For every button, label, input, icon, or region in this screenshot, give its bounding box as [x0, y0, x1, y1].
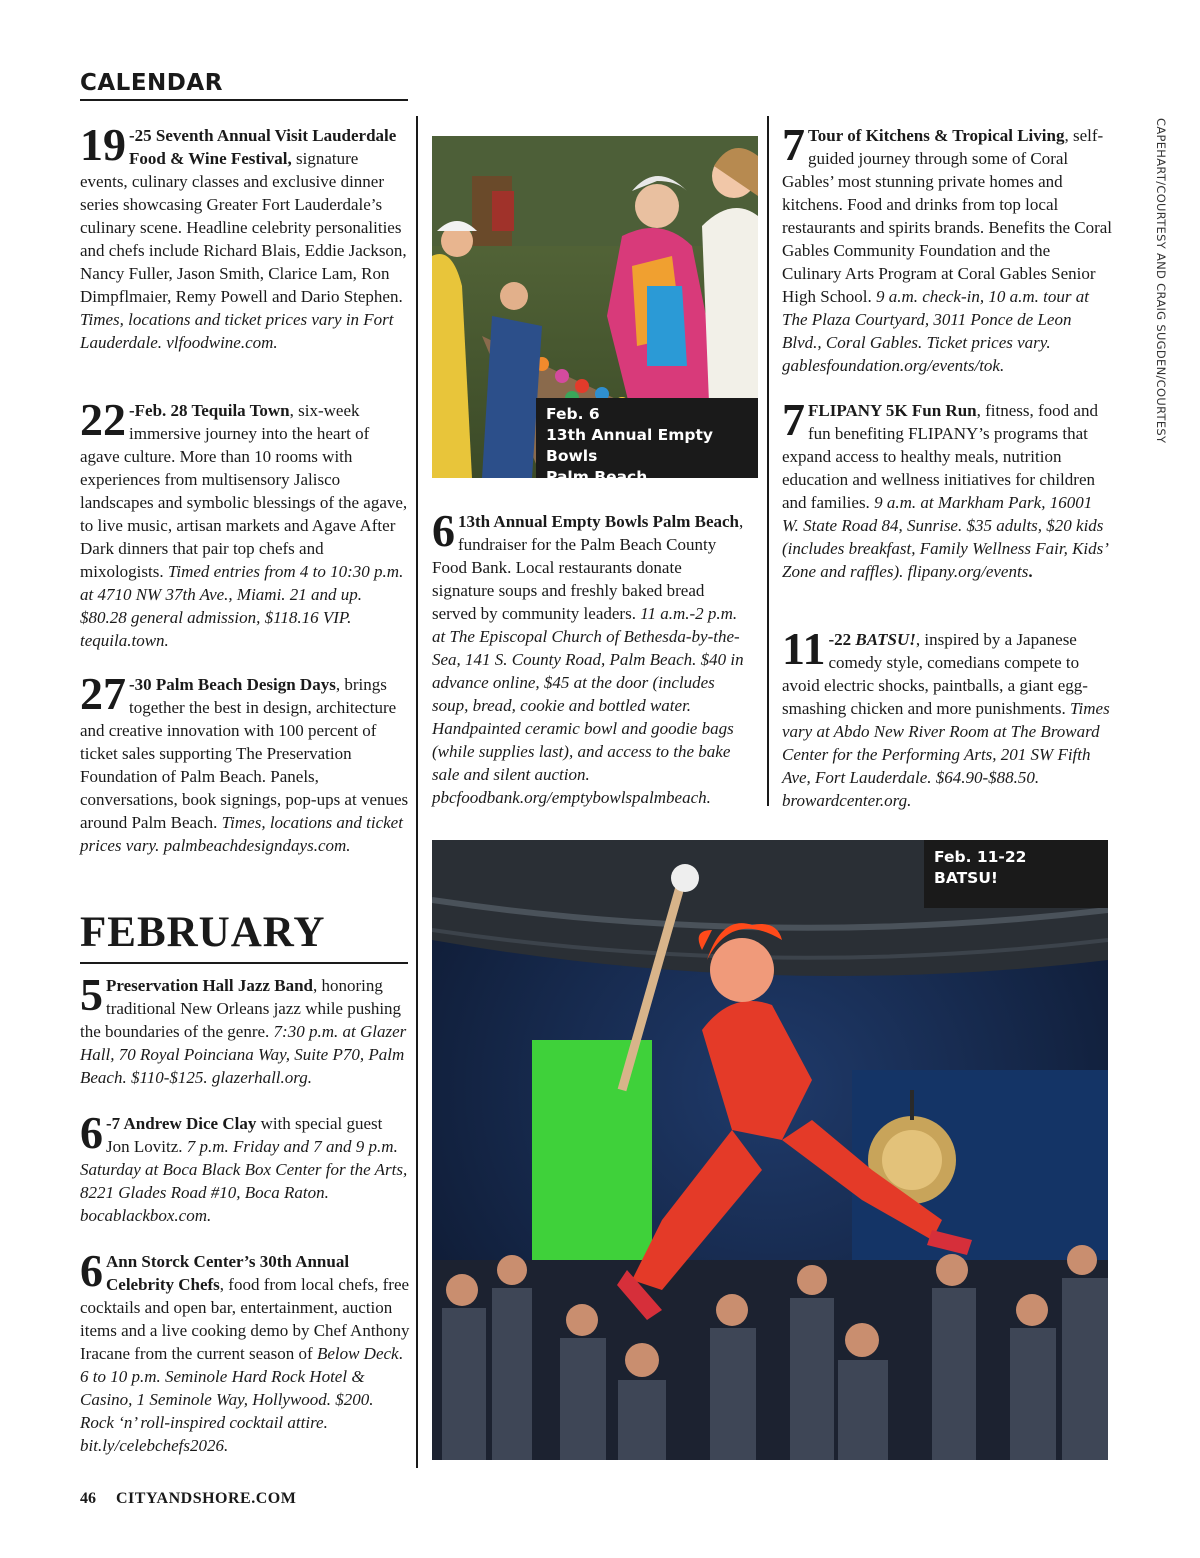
event-entry [80, 1245, 410, 1457]
event-description: , six-week immersive journey into the heart of agave culture. More than 10 rooms with experiences from multisensory Jalisco landscapes and symbolic blessings of the agave, to live music, artisan markets and Agave After Dark dinners that pair top chefs and mixologists. [80, 401, 408, 581]
event-title: Andrew Dice Clay [123, 1114, 257, 1133]
feb-entry-5 [80, 969, 410, 1089]
caption-title: BATSU! [934, 869, 998, 887]
event-details: 7:30 p.m. at Glazer Hall, 70 Royal Poinciana Way, Suite P70, Palm Beach. $110-$125. glazerhall.org. [80, 1022, 407, 1087]
event-details-end: . [1028, 562, 1033, 581]
event-title: FLIPANY 5K Fun Run [808, 401, 977, 420]
event-details: 11 a.m.-2 p.m. at The Episcopal Church of Bethesda-by-the-Sea, 141 S. County Road, Palm Beach. $40 in advance online, $45 at the door (includes soup, bread, cookie and bottled water. Handpainted ceramic bowl and goodie bags (while supplies last), and access to the bake sale and silent auction. pbcfoodbank.org/emptybowlspalmbeach. [432, 604, 744, 807]
event-date-number: 7 [782, 119, 805, 170]
month-heading: FEBRUARY [80, 908, 408, 964]
event-title: 13th Annual Empty Bowls Palm Beach [458, 512, 740, 531]
event-details: Timed entries from 4 to 10:30 p.m. at 4710 NW 37th Ave., Miami. 21 and up. $80.28 general admission, $118.16 VIP. tequila.town. [80, 562, 404, 650]
caption-title-line2: Palm Beach [546, 468, 648, 486]
event-title: -Feb. 28 Tequila Town [129, 401, 290, 420]
event-title-italic: BATSU! [855, 630, 916, 649]
event-description: , inspired by a Japanese comedy style, comedians compete to avoid electric shocks, paintballs, a giant egg-smashing chicken and more punishments. [782, 630, 1088, 718]
event-title: -30 Palm Beach Design Days [129, 675, 336, 694]
event-date-number: 19 [80, 119, 126, 170]
batsu-photo [432, 840, 1108, 1460]
event-entry [782, 623, 1112, 812]
event-date-number: 7 [782, 394, 805, 445]
event-date-number: 22 [80, 394, 126, 445]
event-entry [432, 505, 744, 809]
event-entry [80, 394, 410, 652]
event-date-number: 6 [432, 505, 455, 556]
left-column-entry-22 [80, 394, 410, 652]
event-entry [80, 1107, 410, 1227]
event-details: 7 p.m. Friday and 7 and 9 p.m. Saturday at Boca Black Box Center for the Arts, 8221 Glades Road #10, Boca Raton. bocablackbox.com. [80, 1137, 408, 1225]
event-entry [782, 119, 1113, 377]
event-description-italic: Below Deck [316, 1344, 399, 1363]
event-title: Ann Storck Center’s 30th Annual Celebrity Chefs [106, 1252, 350, 1294]
photo-credit: CAPEHART/COURTESY AND CRAIG SUGDEN/COURTESY [1154, 118, 1168, 444]
section-heading: CALENDAR [80, 70, 408, 101]
event-entry [80, 969, 410, 1089]
event-details: Times, locations and ticket prices vary in Fort Lauderdale. vlfoodwine.com. [80, 310, 394, 352]
event-details: 6 to 10 p.m. Seminole Hard Rock Hotel & Casino, 1 Seminole Way, Hollywood. $200. Rock ‘n’ roll-inspired cocktail attire. bit.ly/celebchefs2026. [80, 1367, 374, 1455]
event-details: 9 a.m. at Markham Park, 16001 W. State Road 84, Sunrise. $35 adults, $20 kids (includes breakfast, Family Wellness Fair, Kids’ Zone and raffles). flipany.org/events [782, 493, 1108, 581]
event-date-number: 11 [782, 623, 826, 674]
event-entry [80, 119, 410, 354]
event-description: , honoring traditional New Orleans jazz while pushing the boundaries of the genre. [80, 976, 402, 1041]
event-description: , fitness, food and fun benefiting FLIPANY’s programs that expand access to healthy meals, nutrition education and wellness initiatives for children and families. [782, 401, 1098, 512]
page-footer [80, 1490, 296, 1508]
caption-title-line1: 13th Annual Empty Bowls [546, 426, 714, 465]
feb-entry-6-ann-storck [80, 1245, 410, 1457]
event-description: signature events, culinary classes and exclusive dinner series showcasing Greater Fort Lauderdale’s culinary scene. Headline celebrity personalities and chefs include Richard Blais, Eddie Jackson, Nancy Fuller, Jason Smith, Clarice Lam, Ron Dimpflmaier, Remy Powell and Dario Stephen. [80, 149, 407, 306]
left-column-entry-27 [80, 668, 410, 857]
site-name: CITYANDSHORE.COM [116, 1490, 297, 1507]
event-entry [80, 668, 410, 857]
event-date-number: 6 [80, 1107, 103, 1158]
caption-date: Feb. 6 [546, 405, 600, 423]
event-date-number: 5 [80, 969, 103, 1020]
mid-entry-6-empty-bowls [432, 505, 744, 809]
right-entry-11-batsu [782, 623, 1112, 812]
event-details: 9 a.m. check-in, 10 a.m. tour at The Plaza Courtyard, 3011 Ponce de Leon Blvd., Coral Gables. Ticket prices vary. gablesfoundation.org/events/tok. [782, 287, 1089, 375]
event-details: Times vary at Abdo New River Room at The Broward Center for the Performing Arts, 201 SW Fifth Ave, Fort Lauderdale. $64.90-$88.50. browardcenter.org. [782, 699, 1110, 810]
event-description-end: . [398, 1344, 403, 1363]
left-column [80, 119, 410, 354]
event-title: Preservation Hall Jazz Band [106, 976, 313, 995]
batsu-caption [924, 840, 1108, 908]
event-description: , food from local chefs, free cocktails and open bar, entertainment, auction items and a live cooking demo by Chef Anthony Iracane from the current season of [80, 1275, 410, 1363]
event-details: Times, locations and ticket prices vary. palmbeachdesigndays.com. [80, 813, 403, 855]
column-divider-left [416, 116, 418, 1468]
event-title: -22 [828, 630, 856, 649]
right-entry-7-tour [782, 119, 1113, 377]
event-entry [782, 394, 1112, 583]
batsu-photo-illustration [432, 840, 1108, 1460]
event-date-number: 6 [80, 1245, 103, 1296]
event-description: , self-guided journey through some of Coral Gables’ most stunning private homes and kitchens. Food and drinks from top local restaurants and spirits brands. Benefits the Coral Gables Community Foundation and the Culinary Arts Program at Coral Gables Senior High School. [782, 126, 1113, 306]
event-description: , brings together the best in design, architecture and creative innovation with 100 percent of ticket sales supporting The Preservation Foundation of Palm Beach. Panels, conversations, book signings, pop-ups at venues around Palm Beach. [80, 675, 409, 832]
event-description: , fundraiser for the Palm Beach County Food Bank. Local restaurants donate signature soups and freshly baked bread served by community leaders. [432, 512, 744, 623]
feb-entry-6-dice-clay [80, 1107, 410, 1227]
empty-bowls-caption [536, 398, 758, 486]
event-title: Tour of Kitchens & Tropical Living [808, 126, 1065, 145]
event-date-number: 27 [80, 668, 126, 719]
event-description: with special guest Jon Lovitz. [106, 1114, 383, 1156]
event-title-prefix: -7 [106, 1114, 124, 1133]
page-number: 46 [80, 1490, 96, 1507]
caption-date: Feb. 11-22 [934, 848, 1027, 866]
column-divider-right [767, 116, 769, 806]
right-entry-7-flipany [782, 394, 1112, 583]
event-title: -25 Seventh Annual Visit Lauderdale Food & Wine Festival, [129, 126, 397, 168]
